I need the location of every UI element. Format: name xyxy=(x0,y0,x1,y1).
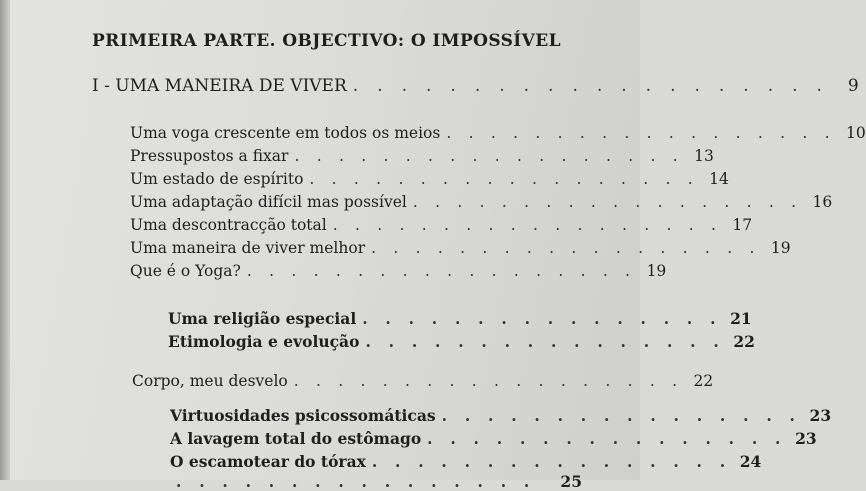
leader-dots: . . . . . . . . . . . . . . . . xyxy=(441,406,802,425)
leader-dots: . . . . . . . . . . . . . . . . xyxy=(371,452,732,471)
toc-entry xyxy=(130,216,753,234)
subentry-page: 23 xyxy=(795,429,817,448)
entry-label: Pressupostos a fixar xyxy=(130,147,289,165)
toc-section xyxy=(132,372,714,390)
toc-subentry xyxy=(170,452,762,471)
subentry-page: 23 xyxy=(809,406,832,425)
section-page: 22 xyxy=(693,372,714,390)
entry-label: Uma adaptação difícil mas possível xyxy=(130,193,407,211)
entry-label: Uma maneira de viver melhor xyxy=(130,239,366,257)
entry-page: 10 xyxy=(846,124,866,142)
subentry-page: 24 xyxy=(739,452,762,471)
leader-dots: . . . . . . . . . . . . . . . . . . xyxy=(332,216,723,234)
leader-dots: . . . . . . . . . . . . . . . . . . xyxy=(371,239,761,257)
toc-entry xyxy=(130,262,667,280)
entry-label: Um estado de espírito xyxy=(130,170,304,188)
toc-subentry xyxy=(170,406,832,425)
entry-label: Uma descontracção total xyxy=(130,216,327,234)
subentry-page: 21 xyxy=(730,309,752,328)
chapter-label: I - UMA MANEIRA DE VIVER xyxy=(92,76,347,96)
chapter-row xyxy=(92,76,859,96)
toc-entry xyxy=(130,239,791,257)
subentry-label: Virtuosidades psicossomáticas xyxy=(170,406,436,425)
leader-dots: . . . . . . . . . . . . . . . . xyxy=(362,309,722,328)
leader-dots: . . . . . . . . . . . . . . . . . . xyxy=(446,124,836,142)
entry-page: 13 xyxy=(694,147,714,165)
subentry-label: A lavagem total do estômago xyxy=(170,429,422,448)
section-label: Corpo, meu desvelo xyxy=(132,372,288,390)
entry-page: 17 xyxy=(732,216,753,234)
entry-label: Que é o Yoga? xyxy=(130,262,241,280)
entry-page: 16 xyxy=(812,193,833,211)
subentry-page: 22 xyxy=(733,332,755,351)
toc-entry xyxy=(130,193,833,211)
chapter-page: 9 xyxy=(847,76,859,96)
page-edge xyxy=(0,0,10,480)
leader-dots: . . . . . . . . . . . . . . . . . . xyxy=(412,193,803,211)
entry-page: 19 xyxy=(646,262,667,280)
leader-dots: . . . . . . . . . . . . . . . . xyxy=(176,472,536,491)
leader-dots: . . . . . . . . . . . . . . . . xyxy=(427,429,787,448)
subentry-label: Uma religião especial xyxy=(168,309,357,328)
leader-dots: . . . . . . . . . . . . . . . . . . xyxy=(246,262,637,280)
toc-subentry xyxy=(168,309,752,328)
part-title: PRIMEIRA PARTE. OBJECTIVO: O IMPOSSÍVEL xyxy=(92,31,561,51)
leader-dots: . . . . . . . . . . . . . . . . . . . . xyxy=(352,76,829,96)
toc-entry xyxy=(130,170,729,188)
subentry-label: Etimologia e evolução xyxy=(168,332,360,351)
toc-entry xyxy=(130,147,714,165)
toc-subentry xyxy=(170,472,582,491)
entry-label: Uma voga crescente em todos os meios xyxy=(130,124,441,142)
subentry-page: 25 xyxy=(560,472,582,491)
toc-subentry xyxy=(170,429,817,448)
leader-dots: . . . . . . . . . . . . . . . . . . xyxy=(294,147,684,165)
leader-dots: . . . . . . . . . . . . . . . . . . xyxy=(293,372,684,390)
entry-page: 19 xyxy=(770,239,791,257)
leader-dots: . . . . . . . . . . . . . . . . xyxy=(365,332,725,351)
entry-page: 14 xyxy=(709,170,729,188)
toc-subentry xyxy=(168,332,755,351)
subentry-label: O escamotear do tórax xyxy=(170,452,366,471)
toc-entry xyxy=(130,124,866,142)
leader-dots: . . . . . . . . . . . . . . . . . . xyxy=(309,170,699,188)
